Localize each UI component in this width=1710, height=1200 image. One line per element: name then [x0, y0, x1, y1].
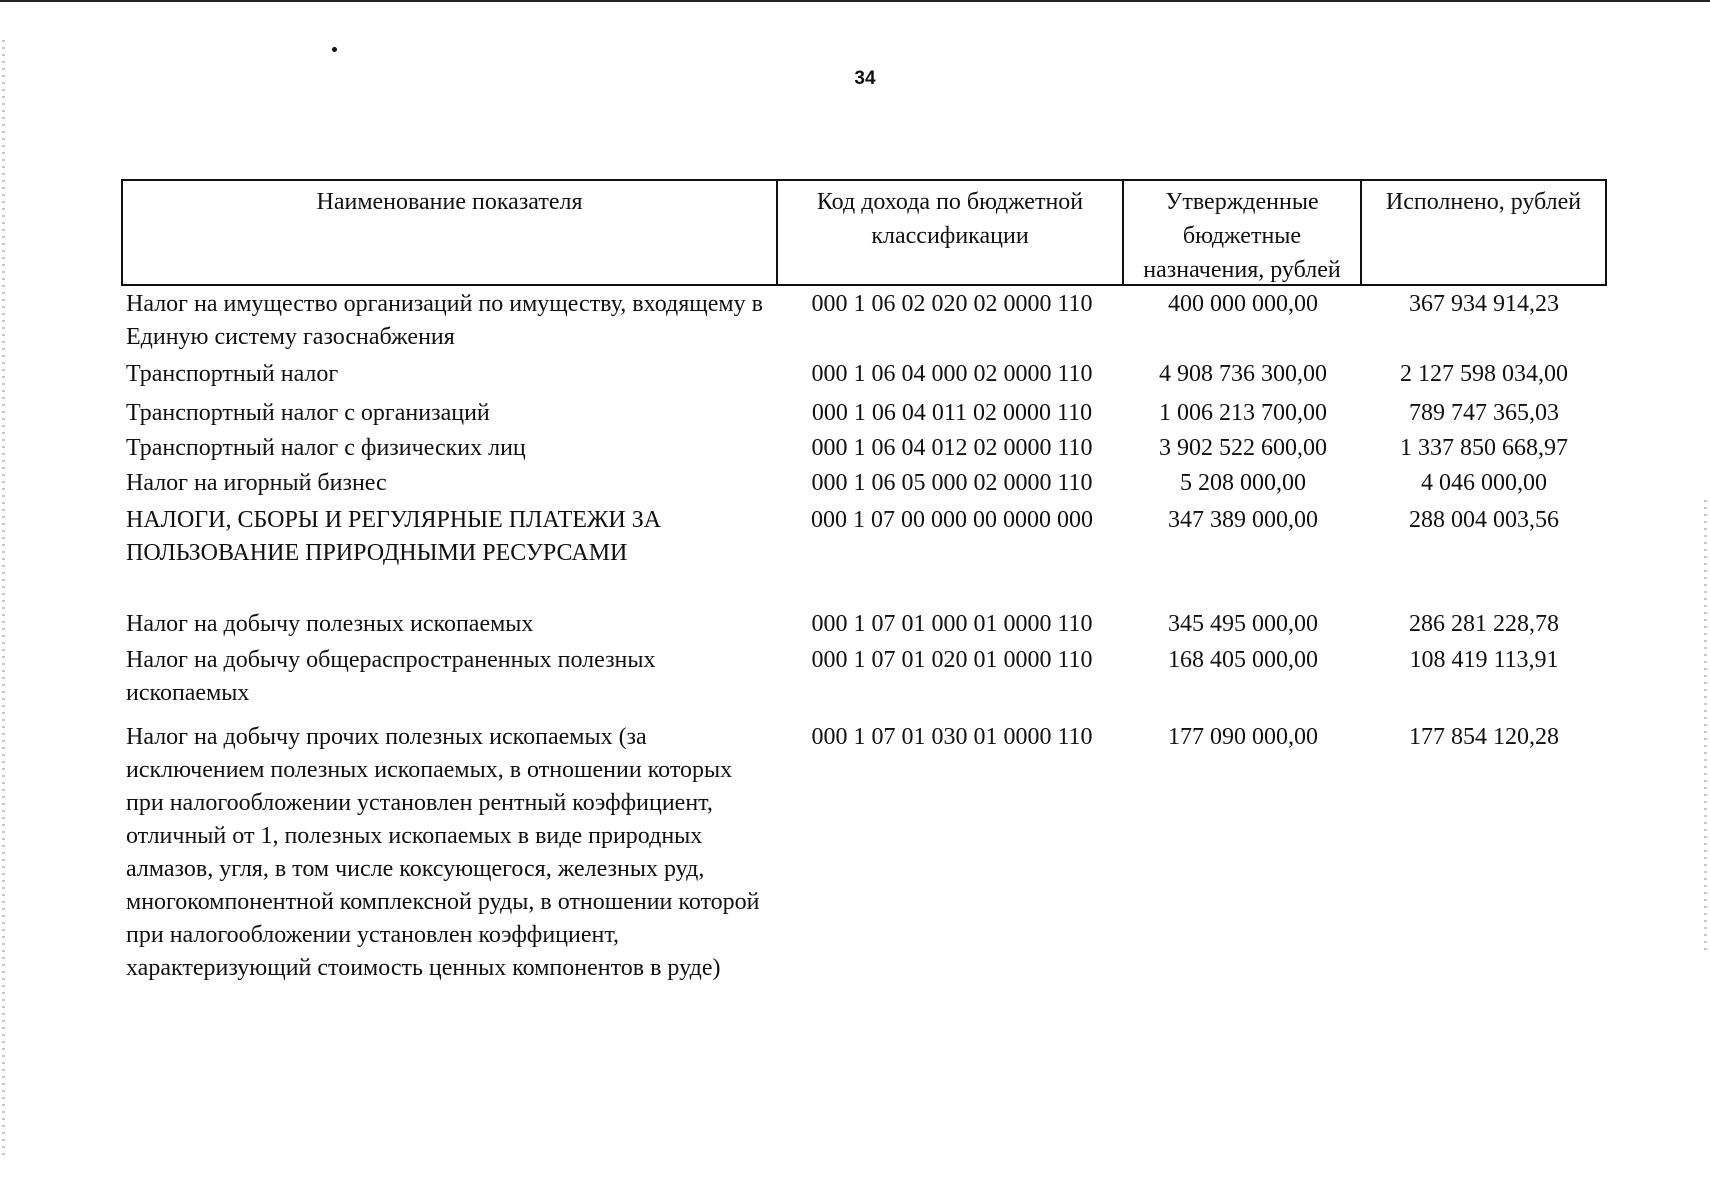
row-name: Налог на добычу прочих полезных ископаемых (за исключением полезных ископаемых, в отношении которых при налогообложении установлен рентный коэффициент, отличный от 1, полезных ископаемых в виде природных алмазов, угля, в том числе коксующегося, железных руд, многокомпонентной комплексной руды, в отношении которой при налогообложении установлен коэффициент, характеризующий стоимость ценных компонентов в руде)	[126, 724, 760, 981]
row-approved: 1 006 213 700,00	[1159, 400, 1327, 426]
row-executed: 367 934 914,23	[1409, 291, 1559, 317]
scan-speck	[332, 47, 337, 52]
row-code: 000 1 06 04 000 02 0000 110	[811, 361, 1093, 387]
row-approved: 400 000 000,00	[1168, 291, 1318, 317]
row-name: Налог на добычу полезных ископаемых	[126, 611, 534, 637]
row-approved: 168 405 000,00	[1168, 647, 1318, 673]
row-code: 000 1 06 05 000 02 0000 110	[811, 470, 1093, 496]
row-approved: 3 902 522 600,00	[1159, 435, 1327, 461]
row-name: Транспортный налог	[126, 361, 339, 387]
row-code: 000 1 06 02 020 02 0000 110	[811, 291, 1093, 317]
scan-edge-noise-right	[1704, 500, 1707, 950]
row-approved: 345 495 000,00	[1168, 611, 1318, 637]
row-executed: 1 337 850 668,97	[1400, 435, 1568, 461]
row-name: НАЛОГИ, СБОРЫ И РЕГУЛЯРНЫЕ ПЛАТЕЖИ ЗА ПОЛЬЗОВАНИЕ ПРИРОДНЫМИ РЕСУРСАМИ	[126, 507, 662, 566]
row-executed: 108 419 113,91	[1409, 647, 1559, 673]
row-executed: 789 747 365,03	[1409, 400, 1559, 426]
row-name: Транспортный налог с физических лиц	[126, 435, 526, 461]
row-code: 000 1 07 01 000 01 0000 110	[811, 611, 1093, 637]
row-name: Транспортный налог с организаций	[126, 400, 490, 426]
page-number: 34	[854, 68, 876, 89]
row-code: 000 1 07 01 030 01 0000 110	[811, 724, 1093, 750]
header-approved: Утвержденные бюджетные назначения, рублей	[1124, 181, 1362, 284]
row-code: 000 1 06 04 012 02 0000 110	[811, 435, 1093, 461]
row-executed: 2 127 598 034,00	[1400, 361, 1568, 387]
row-approved: 347 389 000,00	[1168, 507, 1318, 533]
header-executed: Исполнено, рублей	[1385, 189, 1582, 215]
row-approved: 5 208 000,00	[1180, 470, 1306, 496]
table-header	[121, 179, 1607, 286]
row-executed: 177 854 120,28	[1409, 724, 1559, 750]
row-approved: 4 908 736 300,00	[1159, 361, 1327, 387]
row-approved: 177 090 000,00	[1168, 724, 1318, 750]
row-code: 000 1 07 01 020 01 0000 110	[811, 647, 1093, 673]
row-name: Налог на имущество организаций по имуществу, входящему в Единую систему газоснабжения	[126, 291, 763, 350]
scan-edge-noise-left	[2, 40, 5, 1160]
header-code: Код дохода по бюджетной классификации	[778, 181, 1124, 284]
row-name: Налог на игорный бизнес	[126, 470, 387, 496]
row-code: 000 1 06 04 011 02 0000 110	[811, 400, 1093, 426]
row-executed: 4 046 000,00	[1421, 470, 1547, 496]
row-name: Налог на добычу общераспространенных полезных ископаемых	[126, 647, 656, 706]
row-code: 000 1 07 00 000 00 0000 000	[811, 507, 1093, 533]
row-executed: 286 281 228,78	[1409, 611, 1559, 637]
header-name: Наименование показателя	[123, 181, 778, 284]
scan-top-border	[0, 0, 1710, 2]
row-executed: 288 004 003,56	[1409, 507, 1559, 533]
